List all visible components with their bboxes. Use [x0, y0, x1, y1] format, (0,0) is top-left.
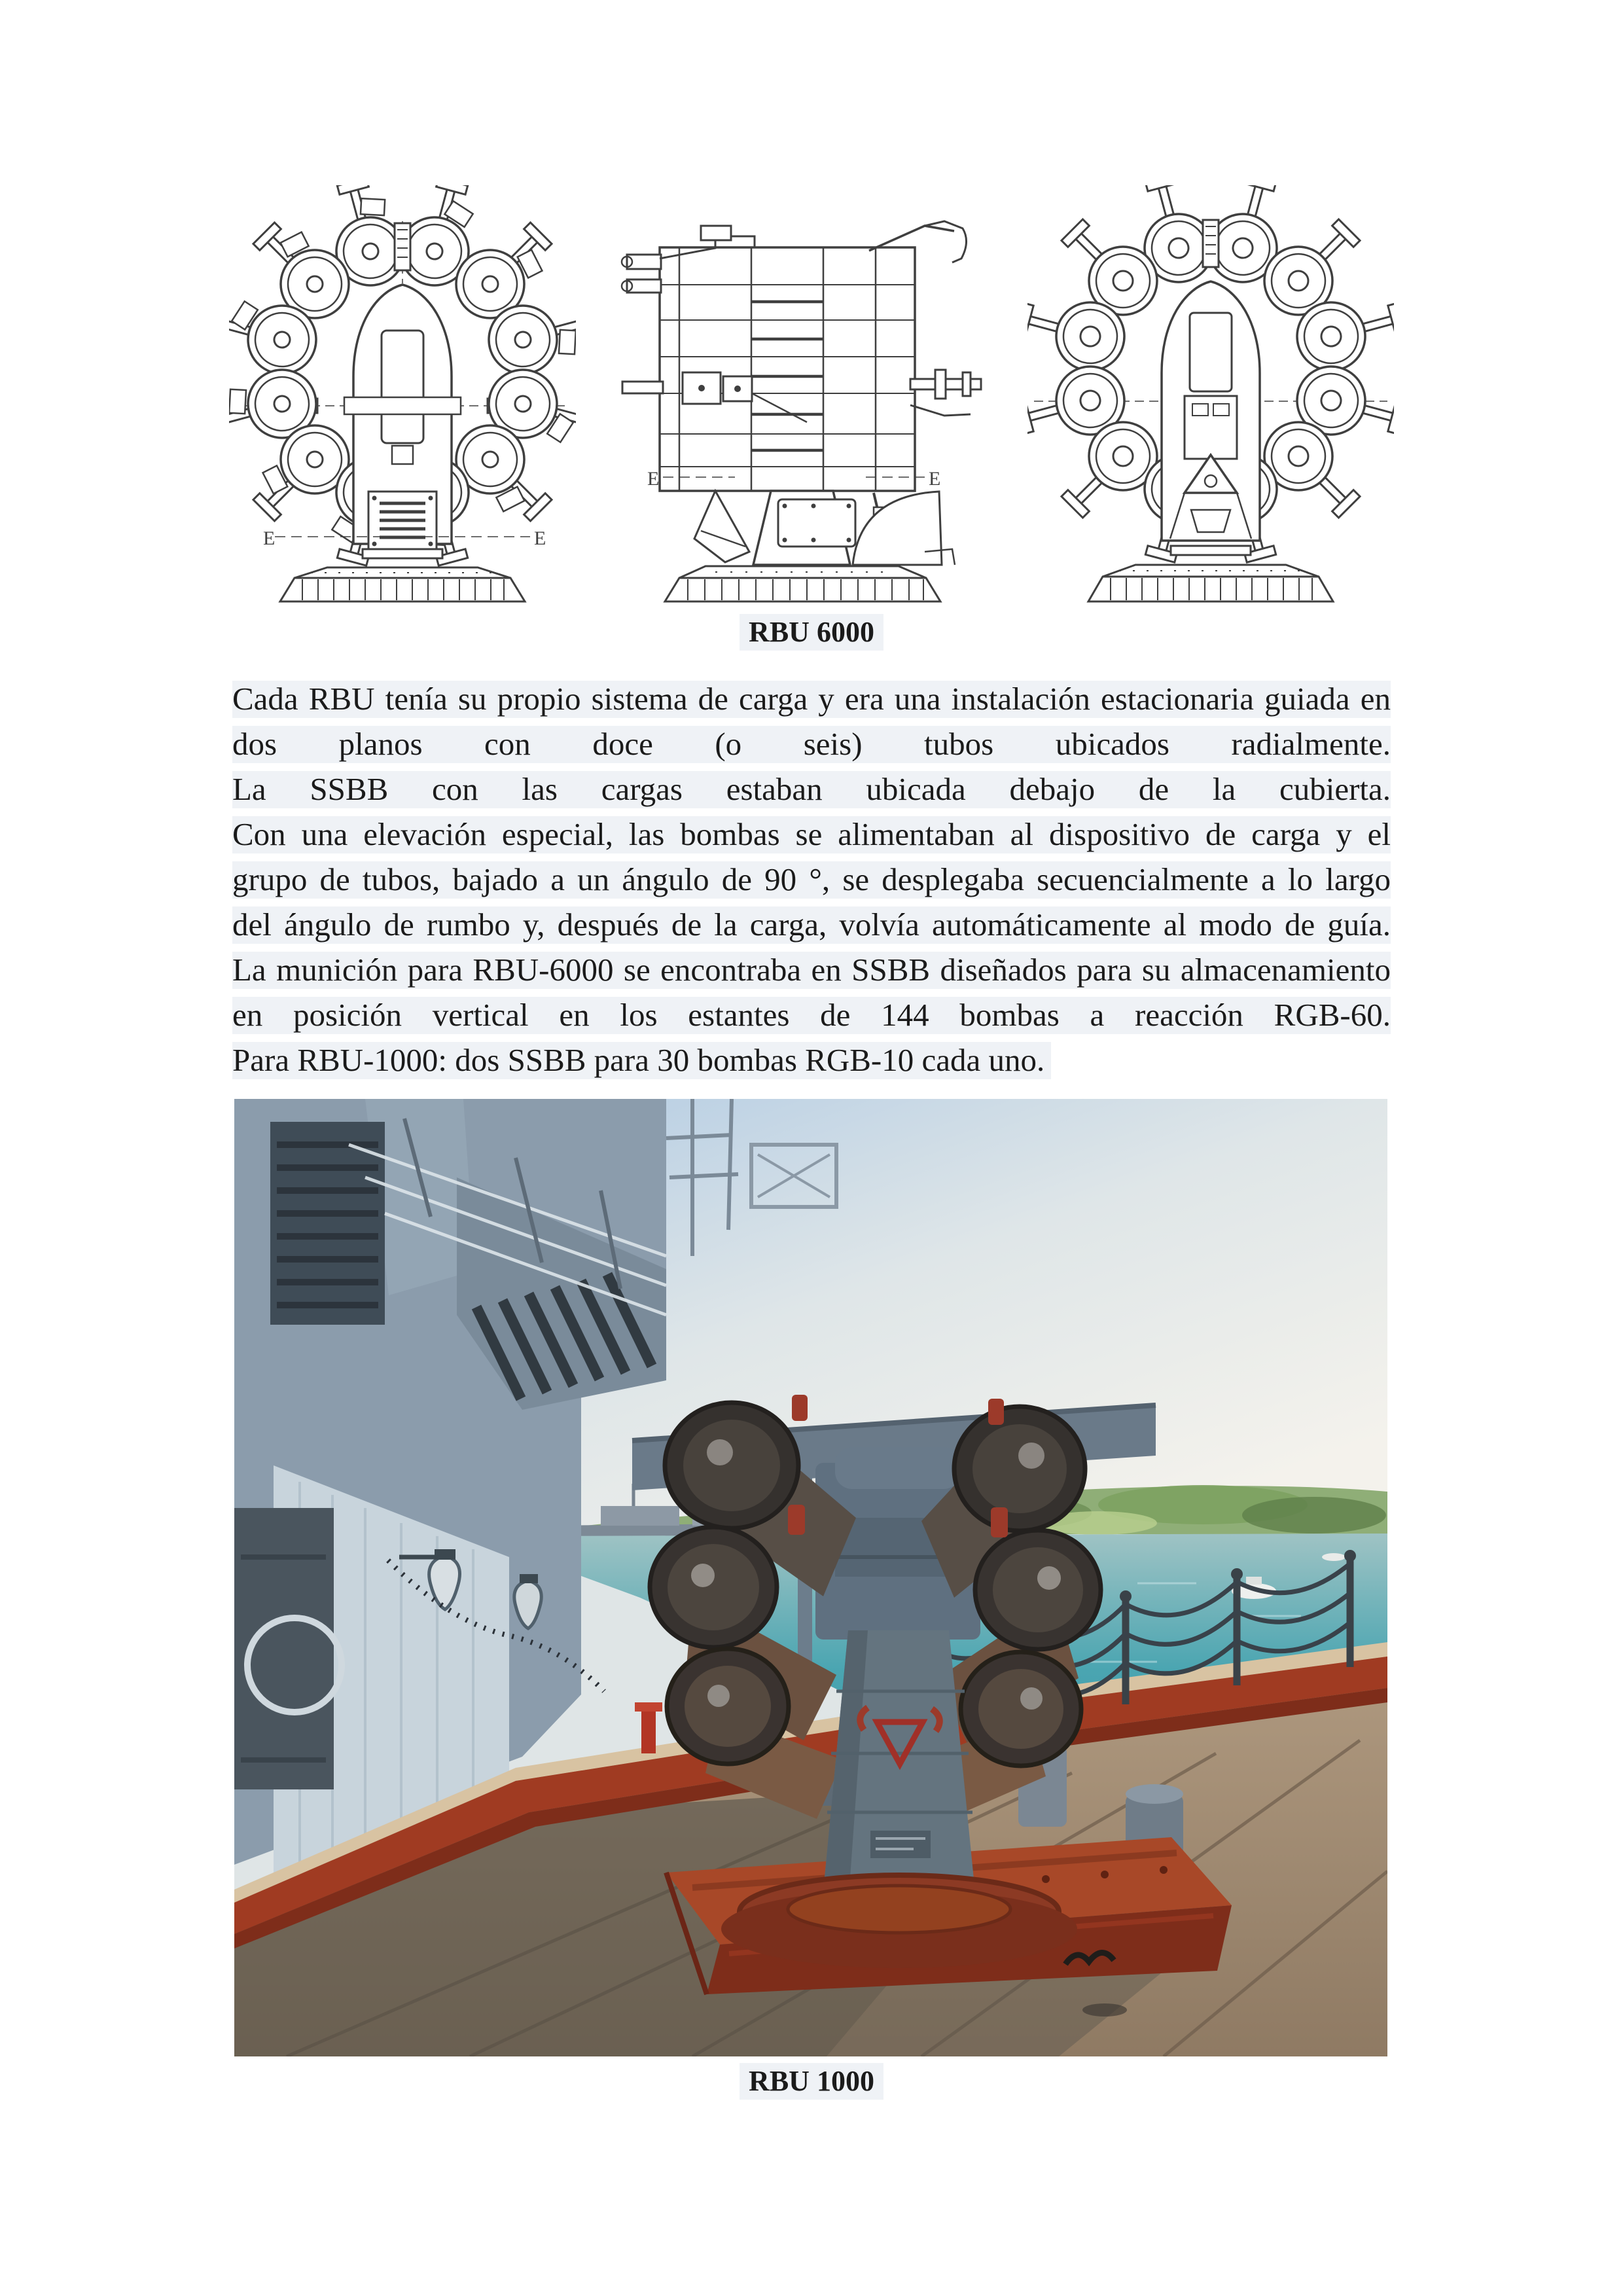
paragraph-line: Con una elevación especial, las bombas se alimentaban al dispositivo de carga y el [232, 816, 1391, 852]
rbu-1000-photo [234, 1099, 1387, 2056]
bird-shadow [1082, 2003, 1127, 2017]
section-label: E [534, 528, 546, 549]
caption-text: RBU 1000 [740, 2063, 883, 2100]
section-label: E [263, 528, 276, 549]
paragraph-line: La munición para RBU-6000 se encontraba en SSBB diseñados para su almacenamiento [232, 952, 1391, 988]
paragraph-line: en posición vertical en los estantes de 144 bombas a reacción RGB-60. [232, 997, 1391, 1033]
rbu-6000-rear-drawing [1027, 185, 1394, 605]
figure-caption-rbu-6000 [0, 614, 1623, 651]
rbu-6000-side-drawing [617, 185, 987, 605]
paragraph-line: La SSBB con las cargas estaban ubicada debajo de la cubierta. [232, 771, 1391, 807]
rbu-6000-figure [229, 185, 1394, 605]
section-label: E [647, 468, 659, 490]
paragraph-line: del ángulo de rumbo y, después de la carga, volvía automáticamente al modo de guía. [232, 906, 1391, 942]
section-label: E [928, 468, 940, 490]
body-paragraph [232, 681, 1391, 1087]
paragraph-line: dos planos con doce (o seis) tubos ubicados radialmente. [232, 726, 1391, 762]
figure-caption-rbu-1000 [0, 2063, 1623, 2100]
caption-text: RBU 6000 [740, 614, 883, 651]
paragraph-line: Cada RBU tenía su propio sistema de carga y era una instalación estacionaria guiada en [232, 681, 1391, 717]
paragraph-line: grupo de tubos, bajado a un ángulo de 90 °, se desplegaba secuencialmente a lo largo [232, 861, 1391, 897]
paragraph-line: Para RBU-1000: dos SSBB para 30 bombas RGB-10 cada uno. [232, 1042, 1051, 1079]
rbu-6000-front-drawing [229, 185, 576, 605]
